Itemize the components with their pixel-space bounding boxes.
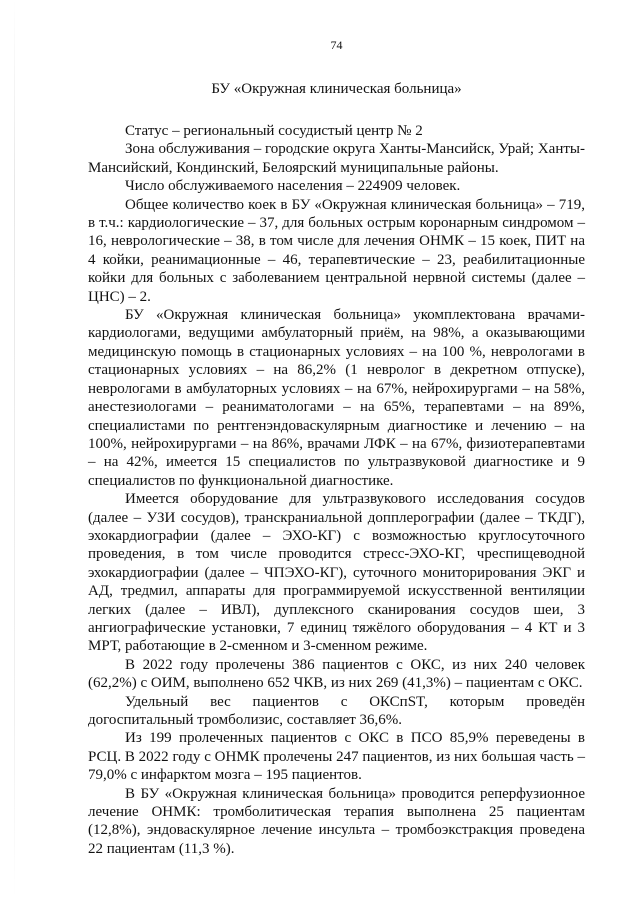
paragraph-population: Число обслуживаемого населения – 224909 человек. (125, 178, 461, 195)
paragraph-status: Статус – региональный сосудистый центр № 2 (125, 123, 423, 139)
paragraph-service-zone: Зона обслуживания – городские округа Ханты-Мансийск, Урай; Ханты-Мансийский, Кондинский, Белоярский муниципальные районы. (88, 141, 585, 176)
page-number: 74 (330, 38, 343, 52)
paragraph-pso-transfer: Из 199 пролеченных пациентов с ОКС в ПСО 85,9% переведены в РСЦ. В 2022 году с ОНМК пролечены 247 пациентов, из них большая часть – 79,0% с инфарктом мозга – 195 пациентов. (88, 730, 585, 784)
paragraph-equipment: Имеется оборудование для ультразвукового исследования сосудов (далее – УЗИ сосудов), транскраниальной допплерографии (далее – ТКДГ), эхокардиографии (далее – ЭХО-КГ) с возможностью круглосуточного проведения, в том числе проводится стресс-ЭХО-КГ, чреспищеводной эхокардиографии (далее – ЧПЭХО-КГ), суточного мониторирования ЭКГ и АД, тредмил, аппараты для программируемой искусственной вентиляции легких (далее – ИВЛ), дуплексного сканирования сосудов шеи, 3 ангиографические установки, 7 единиц тяжёлого оборудования – 4 КТ и 3 МРТ, работающие в 2-сменном и 3-сменном режиме. (88, 491, 585, 655)
document-title: БУ «Окружная клиническая больница» (211, 81, 462, 97)
paragraph-beds: Общее количество коек в БУ «Окружная клиническая больница» – 719, в т.ч.: кардиологические – 37, для больных острым коронарным синдромом – 16, неврологические – 38, в том числе для лечения ОНМК – 15 коек, ПИТ на 4 койки, реанимационные – 46, терапевтические – 23, реабилитационные койки для больных с заболеванием центральной нервной системы (далее – ЦНС) – 2. (88, 196, 585, 305)
paragraph-oks-2022: В 2022 году пролечены 386 пациентов с ОКС, из них 240 человек (62,2%) с ОИМ, выполнено 652 ЧКВ, из них 269 (41,3%) – пациентам с ОКС. (88, 656, 585, 692)
paragraph-thrombolysis: Удельный вес пациентов с ОКСпST, которым проведён догоспитальный тромболизис, составляет 36,6%. (88, 693, 585, 728)
scan-edge (14, 0, 15, 899)
paragraph-reperfusion: В БУ «Окружная клиническая больница» проводится реперфузионное лечение ОНМК: тромболитическая терапия выполнена 25 пациентам (12,8%), эндоваскулярное лечение инсульта – тромбоэкстракция проведена 22 пациентам (11,3 %). (88, 785, 585, 857)
paragraph-staffing: БУ «Окружная клиническая больница» укомплектована врачами-кардиологами, ведущими амбулаторный приём, на 98%, а оказывающими медицинскую помощь в стационарных условиях – на 100 %, неврологами в стационарных условиях – на 86,2% (1 невролог в декретном отпуске), неврологами в амбулаторных условиях – на 67%, нейрохирургами – на 58%, анестезиологами – реаниматологами – на 65%, терапевтами – на 89%, специалистами по рентгенэндоваскулярным диагностике и лечению – на 100%, нейрохирургами – на 86%, врачами ЛФК – на 67%, физиотерапевтами – на 42%, имеется 15 специалистов по ультразвуковой диагностике и 9 специалистов по функциональной диагностике. (88, 307, 585, 489)
